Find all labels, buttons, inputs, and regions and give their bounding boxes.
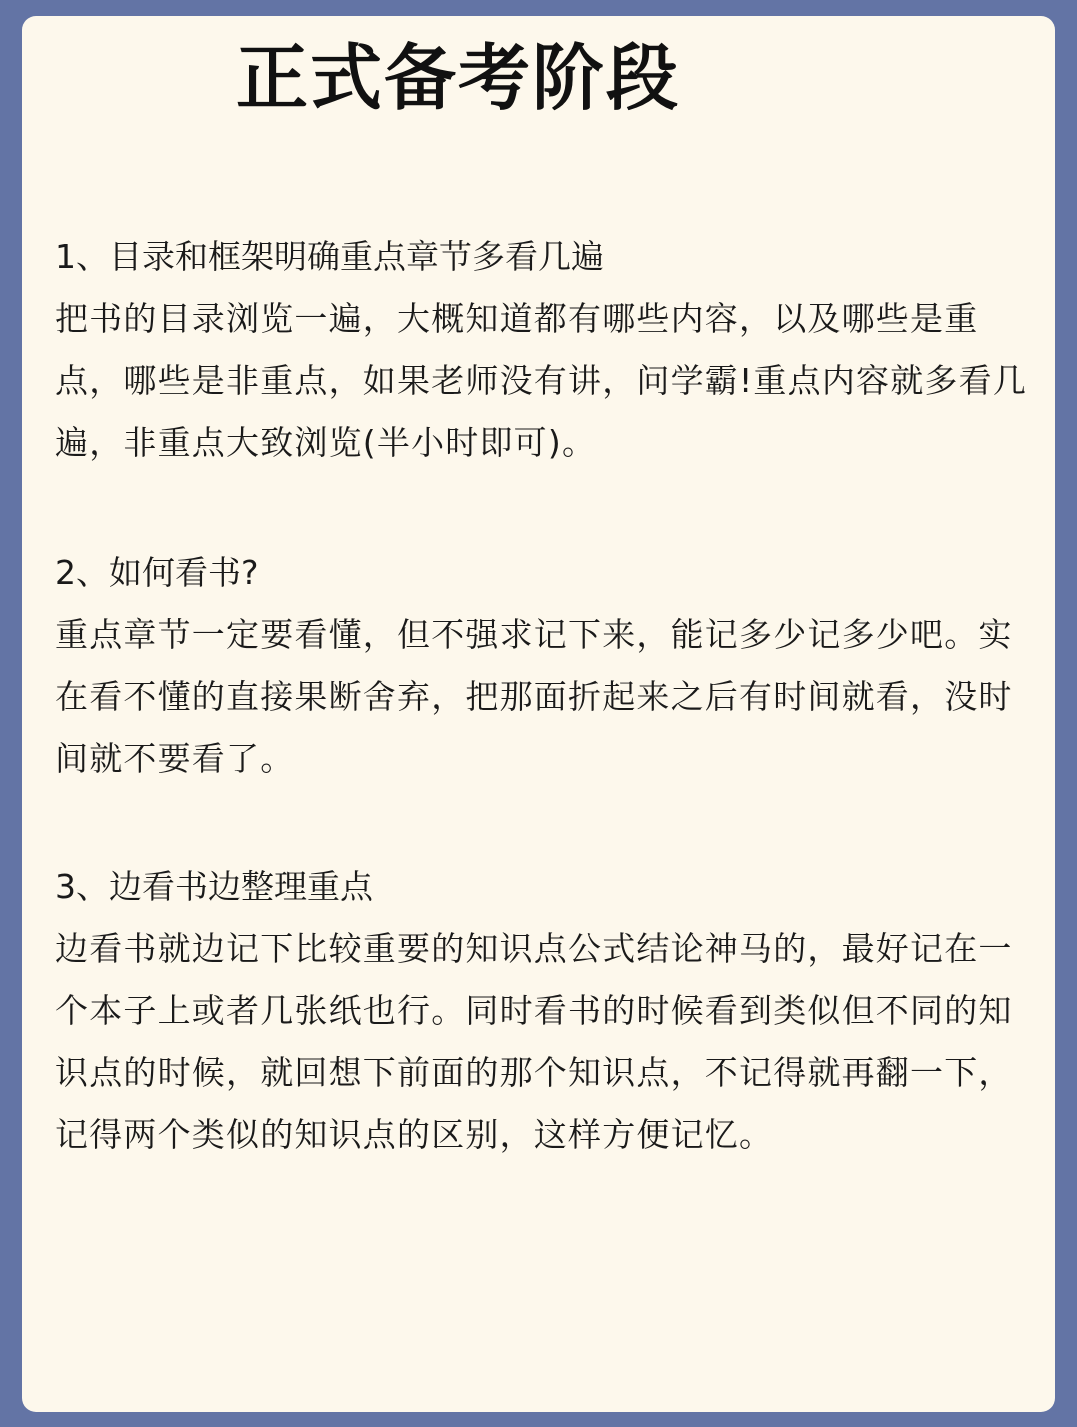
section-2 (55, 542, 1040, 790)
section-3 (55, 856, 1040, 1166)
section-body: 把书的目录浏览一遍，大概知道都有哪些内容，以及哪些是重点，哪些是非重点，如果老师没有讲，问学霸!重点内容就多看几遍，非重点大致浏览(半小时即可)。 (55, 299, 1028, 462)
section-1 (55, 226, 1040, 474)
section-body: 边看书就边记下比较重要的知识点公式结论神马的，最好记在一个本子上或者几张纸也行。同时看书的时候看到类似但不同的知识点的时候，就回想下前面的那个知识点，不记得就再翻一下，记得两个类似的知识点的区别，这样方便记忆。 (55, 929, 1013, 1154)
section-heading: 2、如何看书? (55, 553, 259, 592)
page-title: 正式备考阶段 (236, 36, 681, 120)
content-card (22, 16, 1055, 1412)
section-body: 重点章节一定要看懂，但不强求记下来，能记多少记多少吧。实在看不懂的直接果断舍弃，把那面折起来之后有时间就看，没时间就不要看了。 (55, 615, 1013, 778)
section-heading: 3、边看书边整理重点 (55, 867, 373, 906)
section-heading: 1、目录和框架明确重点章节多看几遍 (55, 237, 604, 276)
